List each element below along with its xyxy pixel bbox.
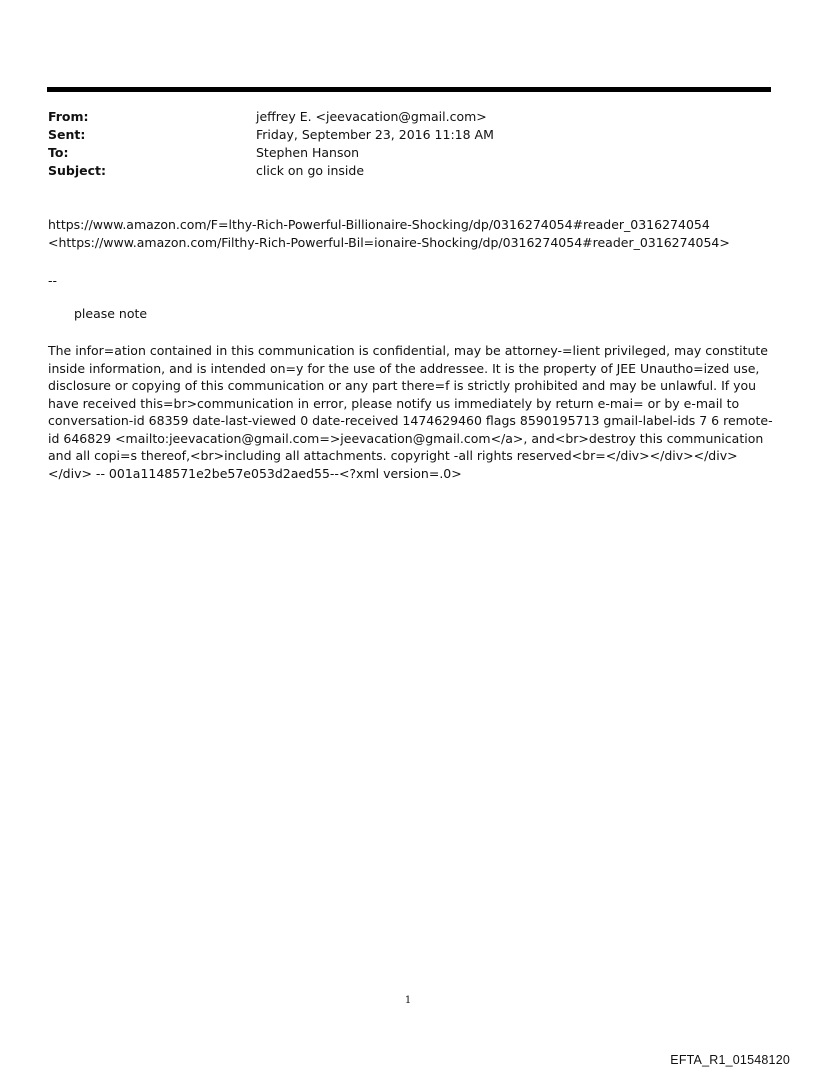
note-text: please note	[74, 306, 148, 321]
bates-number: EFTA_R1_01548120	[670, 1053, 790, 1067]
email-header	[48, 108, 494, 180]
from-label: From:	[48, 109, 89, 124]
signature-separator: --	[48, 273, 58, 288]
from-value: jeffrey E. <jeevacation@gmail.com>	[256, 109, 487, 124]
header-divider-rule	[47, 87, 771, 92]
sent-label: Sent:	[48, 127, 86, 142]
from-row	[48, 108, 494, 126]
confidentiality-disclaimer: The infor=ation contained in this communication is confidential, may be attorney-=lient privileged, may constitute inside information, and is intended on=y for the use of the addressee. It is the property of JEE Unautho=ized use, disclosure or copying of this communication or any part there=f is strictly prohibited and may be unlawful. If you have received this=br>communication in error, please notify us immediately by return e-mai= or by e-mail to conversation-id 68359 date-last-viewed 0 date-received 1474629460 flags 8590195713 gmail-label-ids 7 6 remote-id 646829 <mailto:jeevacation@gmail.com=>jeevacation@gmail.com</a>, and<br>destroy this communication and all copi=s thereof,<br>including all attachments. copyright -all rights reserved<br=</div></div></div> </div> -- 001a1148571e2be57e053d2aed55--<?xml version=.0>	[48, 343, 773, 481]
url-line-1: https://www.amazon.com/F=lthy-Rich-Powerful-Billionaire-Shocking/dp/0316274054#reader_0316274054	[48, 217, 710, 232]
to-label: To:	[48, 145, 69, 160]
url-line-2: <https://www.amazon.com/Filthy-Rich-Powerful-Bil=ionaire-Shocking/dp/0316274054#reader_0316274054>	[48, 234, 730, 250]
page-number: 1	[404, 995, 412, 1006]
sent-row	[48, 126, 494, 144]
subject-value: click on go inside	[256, 163, 365, 178]
url-block	[48, 216, 773, 251]
to-value: Stephen Hanson	[256, 145, 360, 160]
sent-value: Friday, September 23, 2016 11:18 AM	[256, 127, 494, 142]
subject-row	[48, 162, 494, 180]
to-row	[48, 144, 494, 162]
subject-label: Subject:	[48, 163, 106, 178]
